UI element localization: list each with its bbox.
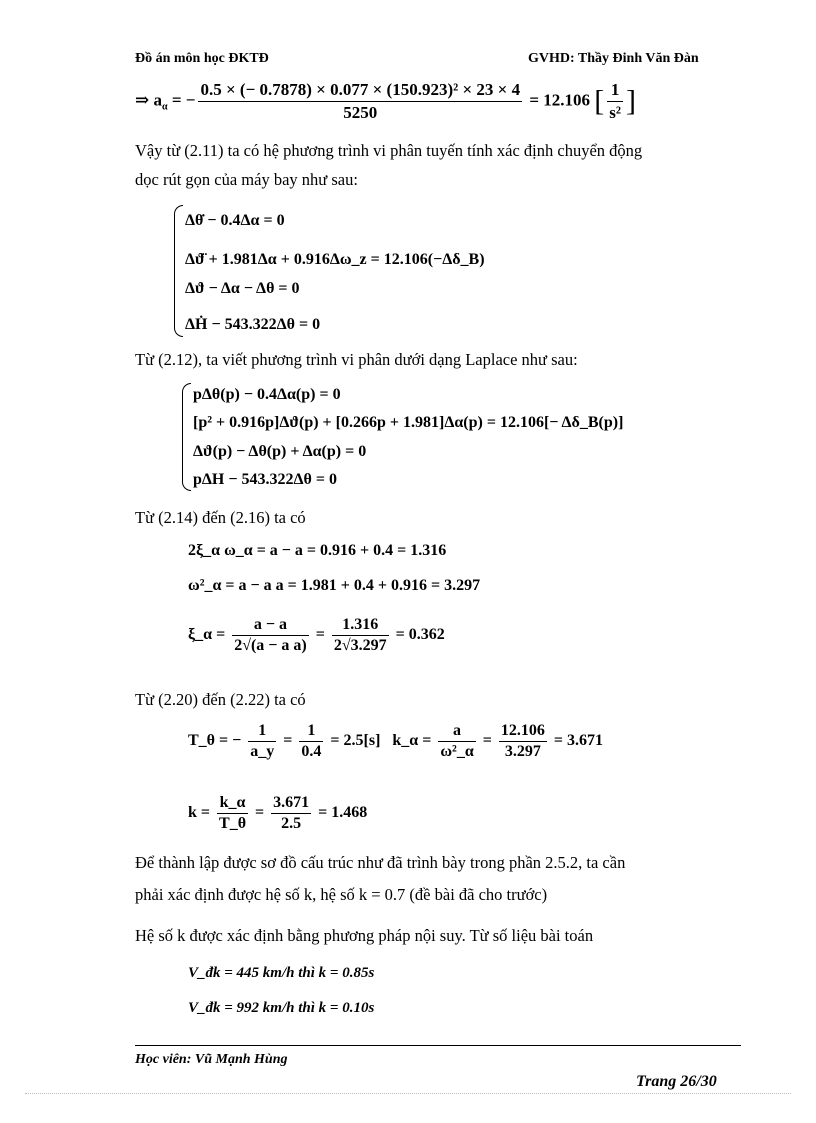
eq4-k2-num: k_α xyxy=(217,794,248,814)
system2-eq2: [p² + 0.916p]Δϑ(p) + [0.266p + 1.981]Δα(p) = 12.106[− Δδ_B(p)] xyxy=(193,414,624,431)
eq4-T-ay: a_y xyxy=(250,743,275,760)
system2-eq3: Δϑ(p) − Δθ(p) + Δα(p) = 0 xyxy=(193,443,367,460)
eq4-k2-frac1 xyxy=(217,794,248,833)
eq-top-result: = 12.106 xyxy=(529,90,591,110)
eq4-k2-result: = 1.468 xyxy=(318,804,368,822)
system2-brace xyxy=(182,383,191,491)
eq4-T-result: = 2.5[s] xyxy=(330,732,381,750)
eq4-T-one2: 1 xyxy=(299,722,323,742)
eq3-xi-result: = 0.362 xyxy=(395,626,445,644)
page-bottom-dots xyxy=(25,1093,791,1094)
system1-eq3: Δϑ − Δα − Δθ = 0 xyxy=(185,280,300,297)
eq4-k-frac2 xyxy=(499,722,547,761)
eq3-line2: ω²_α = a − a a = 1.981 + 0.4 + 0.916 = 3.297 xyxy=(188,577,481,594)
eq4-T-val: 0.4 xyxy=(301,743,322,760)
eq4-T: T_θ = − $\frac{1}{a\_y}$ = $\frac{1}{0.4}$ = 2.5[s] k_α = $\frac{a}{\text{ω²\_α}}$ = $\frac{12.106}{3.297}$ = 3.671 xyxy=(188,722,604,760)
system1-brace xyxy=(174,205,183,337)
eq-top-frac xyxy=(198,80,522,123)
para3: Từ (2.14) đến (2.16) ta có xyxy=(135,508,306,527)
footer-rule xyxy=(135,1045,741,1046)
eq3-xi: ξ_α = $\frac{a - a}{\text{2√(a − a a)}}$ = $\frac{1.316}{2√3.297}$ = 0.362 xyxy=(188,616,445,654)
eq4-k2-frac2 xyxy=(271,794,311,833)
eq4-k-result: = 3.671 xyxy=(553,732,604,750)
eq4-T-one: 1 xyxy=(248,722,276,742)
eq4-k2-lhs: k = xyxy=(188,804,211,822)
eq4-k-num: a xyxy=(438,722,475,742)
eq-top-unit xyxy=(607,80,623,123)
eq4-k-num2: 12.106 xyxy=(499,722,547,742)
eq3-xi-frac1 xyxy=(232,616,309,655)
para5-line1: Để thành lập được sơ đồ cấu trúc như đã trình bày trong phần 2.5.2, ta cần xyxy=(135,853,626,872)
system1-eq2: Δϑ̈ + 1.981Δα + 0.916Δω_z = 12.106(−Δδ_B) xyxy=(185,251,485,268)
eq4-k-den: ω²_α xyxy=(440,743,474,760)
eq3-xi-den2: 2√3.297 xyxy=(333,637,387,654)
eq4-k2-den: T_θ xyxy=(219,815,247,832)
eq3-xi-num: a − a xyxy=(232,616,309,636)
eq3-line1: 2ξ_α ω_α = a − a = 0.916 + 0.4 = 1.316 xyxy=(188,542,447,559)
para6: Hệ số k được xác định bằng phương pháp nội suy. Từ số liệu bài toán xyxy=(135,926,594,945)
eq4-k-lhs: k_α = xyxy=(392,732,432,750)
eq-top-unit-num: 1 xyxy=(607,80,623,102)
header-right: GVHD: Thầy Đinh Văn Đàn xyxy=(528,51,699,66)
interp-line2: V_đk = 992 km/h thì k = 0.10s xyxy=(188,1000,375,1016)
eq4-k2-den2: 2.5 xyxy=(281,815,302,832)
eq4-T-lhs: T_θ = − xyxy=(188,732,242,750)
footer-student: Học viên: Vũ Mạnh Hùng xyxy=(135,1052,288,1067)
system2-eq4: pΔH − 543.322Δθ = 0 xyxy=(193,471,337,488)
eq4-k2-num2: 3.671 xyxy=(271,794,311,814)
interp-line1: V_đk = 445 km/h thì k = 0.85s xyxy=(188,965,375,981)
eq4-T-frac2 xyxy=(299,722,323,761)
eq3-xi-den: 2√(a − a a) xyxy=(234,637,307,654)
eq4-T-frac1 xyxy=(248,722,276,761)
eq-top-lhs: ⇒ a xyxy=(135,90,162,110)
para2: Từ (2.12), ta viết phương trình vi phân dưới dạng Laplace như sau: xyxy=(135,350,578,369)
eq4-k2: k = $\frac{k\_\alpha}{T\_\theta}$ = $\frac{3.671}{2.5}$ = 1.468 xyxy=(188,794,368,832)
eq-top-den: 5250 xyxy=(343,103,378,122)
eq-top-num: 0.5 × (− 0.7878) × 0.077 × (150.923)² × 23 × 4 xyxy=(198,80,522,102)
eq4-k-frac1 xyxy=(438,722,475,761)
system2-eq1: pΔθ(p) − 0.4Δα(p) = 0 xyxy=(193,386,341,403)
footer-page: Trang 26/30 xyxy=(636,1073,717,1090)
eq4-k-den2: 3.297 xyxy=(504,743,541,760)
para4: Từ (2.20) đến (2.22) ta có xyxy=(135,690,306,709)
system1-eq1: Δθ̇ − 0.4Δα = 0 xyxy=(185,212,285,229)
eq3-xi-frac2 xyxy=(332,616,389,655)
para1-line1: Vậy từ (2.11) ta có hệ phương trình vi phân tuyến tính xác định chuyển động xyxy=(135,141,643,160)
eq3-xi-lhs: ξ_α = xyxy=(188,626,226,644)
para1-line2: dọc rút gọn của máy bay như sau: xyxy=(135,170,358,189)
eq-top-unit-den: s² xyxy=(609,103,621,122)
para5-line2: phải xác định được hệ số k, hệ số k = 0.7 (đề bài đã cho trước) xyxy=(135,885,548,904)
header-left: Đồ án môn học ĐKTĐ xyxy=(135,51,269,66)
equation-top: ⇒ $a_\alpha$ = − $\frac{\text{0.5 × (− 0.7878) × 0.077 × (150.923)² × 23 × 4}}{5250}$ = 12.106 [ $\frac{1}{\text{s²}}$ ] xyxy=(135,80,636,122)
eq3-xi-num2: 1.316 xyxy=(332,616,389,636)
system1-eq4: ΔḢ − 543.322Δθ = 0 xyxy=(185,316,321,333)
